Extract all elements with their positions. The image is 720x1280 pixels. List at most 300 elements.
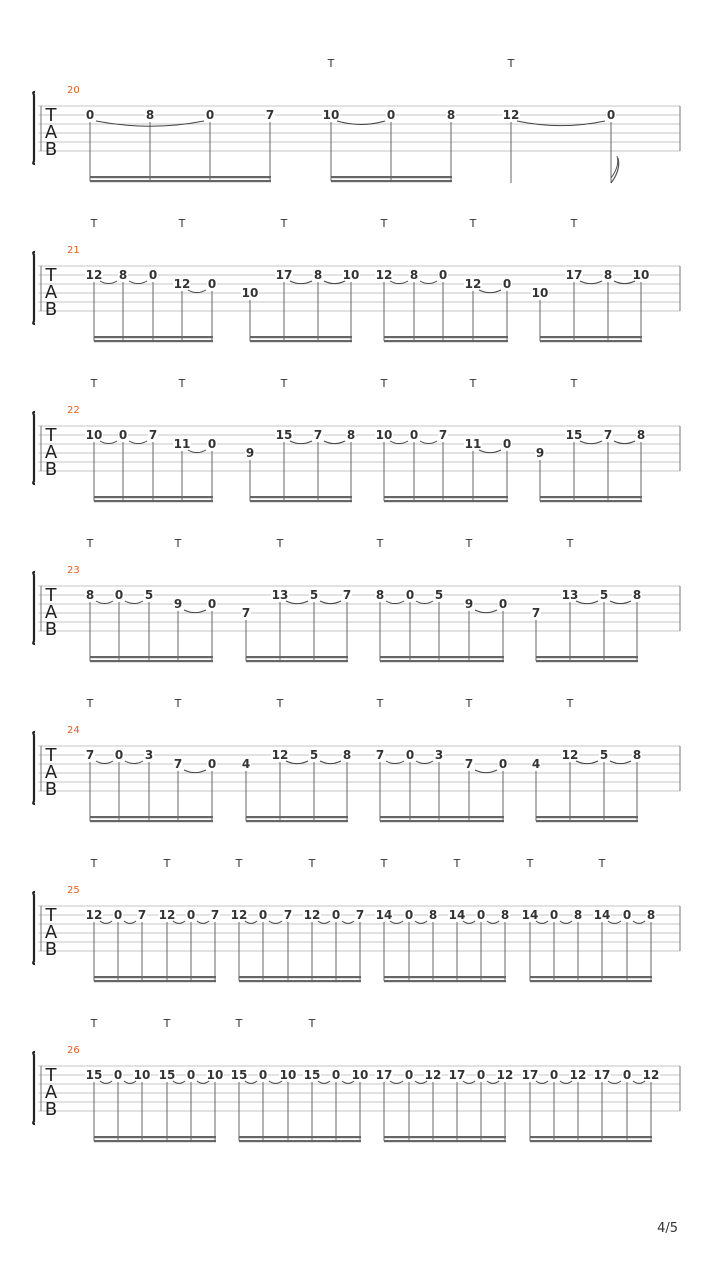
tap-marker: T <box>90 1017 98 1030</box>
fret-number: 8 <box>85 588 95 602</box>
system-bracket <box>33 92 35 164</box>
beam <box>530 1140 652 1142</box>
tap-marker: T <box>469 217 477 230</box>
fret-number: 8 <box>636 428 646 442</box>
beam-group <box>230 1017 369 1142</box>
tap-marker: T <box>178 217 186 230</box>
slur <box>125 601 143 604</box>
tap-marker: T <box>465 537 473 550</box>
slur <box>420 281 437 284</box>
fret-number: 0 <box>404 1068 414 1082</box>
slur <box>479 450 501 453</box>
slur <box>188 450 206 453</box>
beam <box>94 496 213 498</box>
beam <box>384 1140 506 1142</box>
fret-number: 0 <box>498 757 508 771</box>
tap-marker: T <box>86 697 94 710</box>
tap-marker: T <box>86 537 94 550</box>
beam-group <box>375 377 512 502</box>
fret-number: 7 <box>265 108 275 122</box>
tap-marker: T <box>280 377 288 390</box>
beam <box>250 496 352 498</box>
fret-number: 11 <box>464 437 482 451</box>
fret-number: 3 <box>144 748 154 762</box>
fret-number: 14 <box>521 908 539 922</box>
fret-number: 8 <box>346 428 356 442</box>
tap-marker: T <box>276 697 284 710</box>
fret-number: 10 <box>632 268 650 282</box>
tab-clef-letter: A <box>44 442 58 463</box>
fret-number: 9 <box>173 597 183 611</box>
fret-number: 10 <box>279 1068 297 1082</box>
fret-number: 0 <box>498 597 508 611</box>
fret-number: 17 <box>448 1068 466 1082</box>
beam <box>380 660 504 662</box>
fret-number: 8 <box>145 108 155 122</box>
slur <box>386 761 404 764</box>
tab-system <box>33 377 680 502</box>
beam <box>250 336 352 338</box>
tab-clef-letter: T <box>45 585 57 606</box>
beam-group <box>375 537 508 662</box>
slur <box>560 921 572 923</box>
fret-number: 0 <box>405 588 415 602</box>
fret-number: 8 <box>632 748 642 762</box>
beam <box>384 1136 506 1138</box>
fret-number: 8 <box>446 108 456 122</box>
fret-number: 14 <box>448 908 466 922</box>
tap-marker: T <box>507 57 515 70</box>
beam-group <box>241 217 360 342</box>
fret-number: 4 <box>531 757 541 771</box>
beam <box>94 336 213 338</box>
slur <box>96 761 113 764</box>
fret-number: 0 <box>622 908 632 922</box>
fret-number: 0 <box>114 588 124 602</box>
tap-marker: T <box>465 697 473 710</box>
fret-number: 10 <box>206 1068 224 1082</box>
beam <box>530 980 652 982</box>
tap-marker: T <box>90 377 98 390</box>
fret-number: 7 <box>210 908 220 922</box>
fret-number: 0 <box>207 757 217 771</box>
tap-marker: T <box>598 857 606 870</box>
slur <box>125 761 143 764</box>
measure-number: 23 <box>67 565 80 576</box>
beam <box>540 496 642 498</box>
fret-number: 9 <box>464 597 474 611</box>
beam <box>90 180 271 182</box>
fret-number: 0 <box>258 1068 268 1082</box>
slur <box>320 601 341 604</box>
tap-marker: T <box>280 217 288 230</box>
fret-number: 7 <box>342 588 352 602</box>
fret-number: 0 <box>404 908 414 922</box>
fret-number: 5 <box>144 588 154 602</box>
fret-number: 0 <box>207 437 217 451</box>
slur <box>416 761 433 764</box>
tap-marker: T <box>174 697 182 710</box>
fret-number: 10 <box>241 286 259 300</box>
fret-number: 0 <box>85 108 95 122</box>
fret-number: 17 <box>521 1068 539 1082</box>
fret-number: 12 <box>375 268 393 282</box>
beam <box>94 976 216 978</box>
tab-clef-letter: A <box>44 282 58 303</box>
measure-number: 25 <box>67 885 80 896</box>
beam <box>94 340 213 342</box>
fret-number: 7 <box>85 748 95 762</box>
fret-number: 3 <box>434 748 444 762</box>
fret-number: 17 <box>275 268 293 282</box>
slur <box>416 601 433 604</box>
beam-group <box>531 697 642 822</box>
tab-clef-letter: T <box>45 265 57 286</box>
tap-marker: T <box>380 377 388 390</box>
fret-number: 12 <box>230 908 248 922</box>
beam-group <box>85 857 220 982</box>
beam-group <box>85 1017 224 1142</box>
slur <box>342 921 354 923</box>
fret-number: 8 <box>409 268 419 282</box>
beam-group <box>85 377 217 502</box>
slur <box>100 281 117 284</box>
tab-clef-letter: A <box>44 762 58 783</box>
tab-clef-letter: T <box>45 905 57 926</box>
beam-group <box>241 537 352 662</box>
fret-number: 15 <box>158 1068 176 1082</box>
beam <box>331 176 452 178</box>
fret-number: 8 <box>573 908 583 922</box>
system-bracket <box>33 252 35 324</box>
fret-number: 12 <box>569 1068 587 1082</box>
fret-number: 11 <box>173 437 191 451</box>
slur <box>124 921 136 923</box>
fret-number: 0 <box>622 1068 632 1082</box>
beam <box>536 656 638 658</box>
fret-number: 7 <box>313 428 323 442</box>
tab-clef-letter: B <box>44 619 58 640</box>
fret-number: 0 <box>502 437 512 451</box>
fret-number: 17 <box>565 268 583 282</box>
beam-group <box>502 57 619 183</box>
beam <box>384 336 508 338</box>
fret-number: 7 <box>531 606 541 620</box>
slur <box>633 921 645 923</box>
beam <box>246 660 348 662</box>
tap-marker: T <box>276 537 284 550</box>
fret-number: 5 <box>309 588 319 602</box>
beam <box>239 980 361 982</box>
fret-number: 7 <box>283 908 293 922</box>
slur <box>390 441 408 444</box>
beam-group <box>375 1068 514 1142</box>
tap-marker: T <box>566 697 574 710</box>
beam <box>246 656 348 658</box>
measure-number: 26 <box>67 1045 80 1056</box>
fret-number: 8 <box>375 588 385 602</box>
fret-number: 10 <box>375 428 393 442</box>
fret-number: 8 <box>500 908 510 922</box>
beam-group <box>241 697 352 822</box>
slur <box>290 281 312 284</box>
beam <box>239 1140 361 1142</box>
slur <box>286 601 308 604</box>
fret-number: 7 <box>137 908 147 922</box>
fret-number: 0 <box>476 1068 486 1082</box>
fret-number: 5 <box>434 588 444 602</box>
fret-number: 14 <box>375 908 393 922</box>
beam <box>384 496 508 498</box>
beam <box>380 820 504 822</box>
tab-clef-letter: A <box>44 922 58 943</box>
system-bracket <box>33 892 35 964</box>
slur <box>390 281 408 284</box>
beam <box>246 816 348 818</box>
tap-marker: T <box>566 537 574 550</box>
beam <box>94 500 213 502</box>
fret-number: 0 <box>207 277 217 291</box>
tab-system <box>33 697 680 822</box>
tap-marker: T <box>380 857 388 870</box>
tab-clef-letter: T <box>45 425 57 446</box>
fret-number: 0 <box>148 268 158 282</box>
tap-marker: T <box>380 217 388 230</box>
slur <box>129 441 147 444</box>
measure-number: 22 <box>67 405 80 416</box>
fret-number: 0 <box>114 748 124 762</box>
beam <box>536 816 638 818</box>
fret-number: 15 <box>303 1068 321 1082</box>
tab-system <box>33 57 680 183</box>
slur <box>184 770 206 773</box>
fret-number: 12 <box>85 908 103 922</box>
tab-system <box>33 537 680 662</box>
fret-number: 0 <box>405 748 415 762</box>
beam <box>380 816 504 818</box>
fret-number: 0 <box>549 1068 559 1082</box>
fret-number: 7 <box>603 428 613 442</box>
beam-group <box>245 377 356 502</box>
slur <box>386 601 404 604</box>
beam-group <box>375 217 512 342</box>
slur <box>290 441 312 444</box>
fret-number: 7 <box>173 757 183 771</box>
beam <box>90 176 271 178</box>
slur <box>475 610 497 613</box>
beam <box>250 340 352 342</box>
beam <box>384 976 506 978</box>
fret-number: 12 <box>642 1068 660 1082</box>
tab-system <box>33 1017 680 1142</box>
fret-number: 7 <box>241 606 251 620</box>
fret-number: 15 <box>565 428 583 442</box>
fret-number: 0 <box>186 908 196 922</box>
slur <box>197 921 209 923</box>
fret-number: 4 <box>241 757 251 771</box>
fret-number: 12 <box>424 1068 442 1082</box>
fret-number: 0 <box>331 1068 341 1082</box>
tap-marker: T <box>570 377 578 390</box>
fret-number: 0 <box>476 908 486 922</box>
system-bracket <box>33 572 35 644</box>
slur <box>576 601 598 604</box>
fret-number: 9 <box>535 446 545 460</box>
fret-number: 0 <box>118 428 128 442</box>
slur <box>96 601 113 604</box>
tab-system <box>33 217 680 342</box>
slur <box>576 761 598 764</box>
slur <box>415 921 427 923</box>
beam-group <box>531 537 642 662</box>
beam-group <box>85 108 275 182</box>
beam-group <box>230 857 365 982</box>
tap-marker: T <box>90 217 98 230</box>
beam <box>384 980 506 982</box>
tab-clef-letter: T <box>45 745 57 766</box>
fret-number: 15 <box>230 1068 248 1082</box>
beam <box>239 976 361 978</box>
fret-number: 12 <box>502 108 520 122</box>
fret-number: 0 <box>186 1068 196 1082</box>
beam <box>384 500 508 502</box>
beam <box>90 820 213 822</box>
tap-marker: T <box>376 697 384 710</box>
fret-number: 17 <box>375 1068 393 1082</box>
tab-clef-letter: B <box>44 779 58 800</box>
tab-clef-letter: B <box>44 939 58 960</box>
beam <box>380 656 504 658</box>
fret-number: 13 <box>271 588 289 602</box>
fret-number: 0 <box>207 597 217 611</box>
beam <box>90 816 213 818</box>
beam-group <box>322 57 456 182</box>
slur <box>129 281 147 284</box>
fret-number: 14 <box>593 908 611 922</box>
beam-group <box>535 377 646 502</box>
tab-clef-letter: A <box>44 122 58 143</box>
beam <box>530 976 652 978</box>
fret-number: 0 <box>409 428 419 442</box>
tab-system <box>33 857 680 982</box>
beam <box>540 340 642 342</box>
fret-number: 5 <box>599 748 609 762</box>
fret-number: 12 <box>303 908 321 922</box>
tap-marker: T <box>235 857 243 870</box>
tap-marker: T <box>327 57 335 70</box>
fret-number: 10 <box>342 268 360 282</box>
fret-number: 0 <box>502 277 512 291</box>
fret-number: 7 <box>438 428 448 442</box>
beam <box>239 1136 361 1138</box>
measure-number: 20 <box>67 85 80 96</box>
fret-number: 0 <box>331 908 341 922</box>
fret-number: 12 <box>85 268 103 282</box>
slur <box>614 441 635 444</box>
fret-number: 10 <box>133 1068 151 1082</box>
system-bracket <box>33 412 35 484</box>
tap-marker: T <box>163 857 171 870</box>
fret-number: 5 <box>309 748 319 762</box>
beam <box>540 336 642 338</box>
measure-number: 24 <box>67 725 80 736</box>
tap-marker: T <box>308 857 316 870</box>
slur <box>479 290 501 293</box>
slur <box>487 921 499 923</box>
beam <box>536 820 638 822</box>
slur <box>286 761 308 764</box>
beam <box>94 1136 216 1138</box>
fret-number: 9 <box>245 446 255 460</box>
fret-number: 15 <box>275 428 293 442</box>
fret-number: 8 <box>632 588 642 602</box>
fret-number: 0 <box>205 108 215 122</box>
fret-number: 12 <box>464 277 482 291</box>
fret-number: 0 <box>549 908 559 922</box>
fret-number: 12 <box>158 908 176 922</box>
fret-number: 8 <box>118 268 128 282</box>
slur <box>184 610 206 613</box>
beam <box>246 820 348 822</box>
slur <box>517 121 605 126</box>
slur <box>320 761 341 764</box>
fret-number: 0 <box>113 908 123 922</box>
fret-number: 7 <box>148 428 158 442</box>
measure-number: 21 <box>67 245 80 256</box>
beam <box>536 660 638 662</box>
fret-number: 17 <box>593 1068 611 1082</box>
beam <box>530 1136 652 1138</box>
fret-number: 10 <box>322 108 340 122</box>
tap-marker: T <box>90 857 98 870</box>
fret-number: 13 <box>561 588 579 602</box>
beam-group <box>85 697 217 822</box>
tab-clef-letter: A <box>44 1082 58 1103</box>
tab-clef-letter: T <box>45 1065 57 1086</box>
slur <box>324 441 345 444</box>
beam <box>90 660 213 662</box>
fret-number: 10 <box>531 286 549 300</box>
page-number: 4/5 <box>657 1221 678 1236</box>
beam-group <box>531 217 650 342</box>
fret-number: 12 <box>496 1068 514 1082</box>
fret-number: 5 <box>599 588 609 602</box>
slur <box>188 290 206 293</box>
tab-clef-letter: A <box>44 602 58 623</box>
tab-clef-letter: B <box>44 139 58 160</box>
beam-group <box>375 857 510 982</box>
slur <box>580 441 602 444</box>
beam-group <box>85 537 217 662</box>
slur <box>580 281 602 284</box>
tap-marker: T <box>235 1017 243 1030</box>
fret-number: 12 <box>271 748 289 762</box>
system-bracket <box>33 1052 35 1124</box>
fret-number: 0 <box>113 1068 123 1082</box>
fret-number: 10 <box>351 1068 369 1082</box>
fret-number: 8 <box>342 748 352 762</box>
slur <box>610 601 631 604</box>
tap-marker: T <box>163 1017 171 1030</box>
fret-number: 8 <box>603 268 613 282</box>
fret-number: 8 <box>646 908 656 922</box>
beam <box>90 656 213 658</box>
fret-number: 12 <box>173 277 191 291</box>
tap-marker: T <box>174 537 182 550</box>
fret-number: 10 <box>85 428 103 442</box>
beam <box>540 500 642 502</box>
tab-clef-letter: B <box>44 459 58 480</box>
